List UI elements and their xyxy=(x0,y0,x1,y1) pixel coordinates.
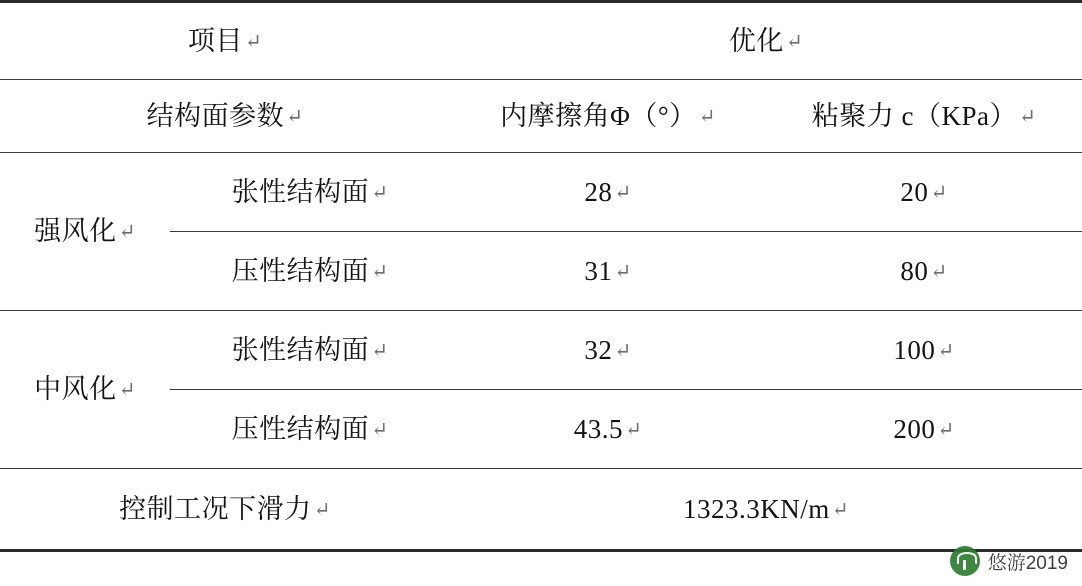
cohesion-value-text: 100 xyxy=(893,334,936,365)
row-friction-value xyxy=(450,390,766,469)
pilcrow-mark: ↵ xyxy=(785,30,804,53)
pilcrow-mark: ↵ xyxy=(937,339,955,362)
pilcrow-mark: ↵ xyxy=(1019,105,1037,128)
row-cohesion-value xyxy=(766,311,1082,390)
subheader-cell-cohesion xyxy=(766,80,1082,153)
table-row xyxy=(0,153,1082,232)
subheader-cohesion-label: 粘聚力 c（KPa） xyxy=(811,100,1017,131)
row-cohesion-value xyxy=(766,390,1082,469)
cohesion-value-text: 20 xyxy=(900,176,929,207)
header-cell-item xyxy=(0,2,450,80)
watermark-text: 悠游2019 xyxy=(987,552,1068,574)
pilcrow-mark: ↵ xyxy=(118,379,136,402)
header-cell-optimized xyxy=(450,2,1082,80)
pilcrow-mark: ↵ xyxy=(118,221,136,244)
header-optimized-label: 优化 xyxy=(728,25,784,56)
cohesion-value-text: 200 xyxy=(893,413,936,444)
subheader-structural-label: 结构面参数 xyxy=(146,100,285,131)
row-name-cell xyxy=(170,390,450,469)
umbrella-icon xyxy=(950,546,980,576)
row-name-text: 压性结构面 xyxy=(231,413,370,444)
pilcrow-mark: ↵ xyxy=(614,181,632,204)
friction-value-text: 32 xyxy=(584,334,613,365)
cohesion-value-text: 80 xyxy=(900,255,929,286)
subheader-cell-friction-angle xyxy=(450,80,766,153)
pilcrow-mark: ↵ xyxy=(614,260,632,283)
group-label-text: 强风化 xyxy=(34,216,117,247)
table-row xyxy=(0,311,1082,390)
row-name-cell xyxy=(170,311,450,390)
pilcrow-mark: ↵ xyxy=(698,105,716,128)
row-cohesion-value xyxy=(766,153,1082,232)
pilcrow-mark: ↵ xyxy=(614,339,632,362)
pilcrow-mark: ↵ xyxy=(937,418,955,441)
table-subheader-row xyxy=(0,80,1082,153)
pilcrow-mark: ↵ xyxy=(625,418,643,441)
group-label-text: 中风化 xyxy=(34,374,117,405)
row-friction-value xyxy=(450,232,766,311)
subheader-friction-label: 内摩擦角Φ（°） xyxy=(500,100,697,131)
row-name-cell xyxy=(170,232,450,311)
pilcrow-mark: ↵ xyxy=(286,105,304,128)
row-cohesion-value xyxy=(766,232,1082,311)
pilcrow-mark: ↵ xyxy=(930,260,948,283)
group-label-strong-weathered xyxy=(0,153,170,311)
pilcrow-mark: ↵ xyxy=(371,260,389,283)
row-friction-value xyxy=(450,153,766,232)
watermark-badge xyxy=(950,546,1068,576)
table-header-row xyxy=(0,2,1082,80)
header-item-label: 项目 xyxy=(187,25,243,56)
footer-value-cell xyxy=(450,469,1082,551)
pilcrow-mark: ↵ xyxy=(930,181,948,204)
friction-value-text: 28 xyxy=(584,176,613,207)
subheader-cell-structural-params xyxy=(0,80,450,153)
pilcrow-mark: ↵ xyxy=(371,418,389,441)
pilcrow-mark: ↵ xyxy=(371,181,389,204)
pilcrow-mark: ↵ xyxy=(831,498,850,521)
row-name-text: 张性结构面 xyxy=(231,176,370,207)
pilcrow-mark: ↵ xyxy=(313,498,331,521)
pilcrow-mark: ↵ xyxy=(244,30,263,53)
row-name-text: 压性结构面 xyxy=(231,255,370,286)
row-name-text: 张性结构面 xyxy=(231,334,370,365)
friction-value-text: 31 xyxy=(584,255,613,286)
pilcrow-mark: ↵ xyxy=(371,339,389,362)
row-friction-value xyxy=(450,311,766,390)
footer-label-cell xyxy=(0,469,450,551)
friction-value-text: 43.5 xyxy=(573,413,623,444)
row-name-cell xyxy=(170,153,450,232)
footer-label-text: 控制工况下滑力 xyxy=(119,493,312,524)
group-label-medium-weathered xyxy=(0,311,170,469)
footer-value-text: 1323.3KN/m xyxy=(683,493,830,524)
table-footer-row xyxy=(0,469,1082,551)
